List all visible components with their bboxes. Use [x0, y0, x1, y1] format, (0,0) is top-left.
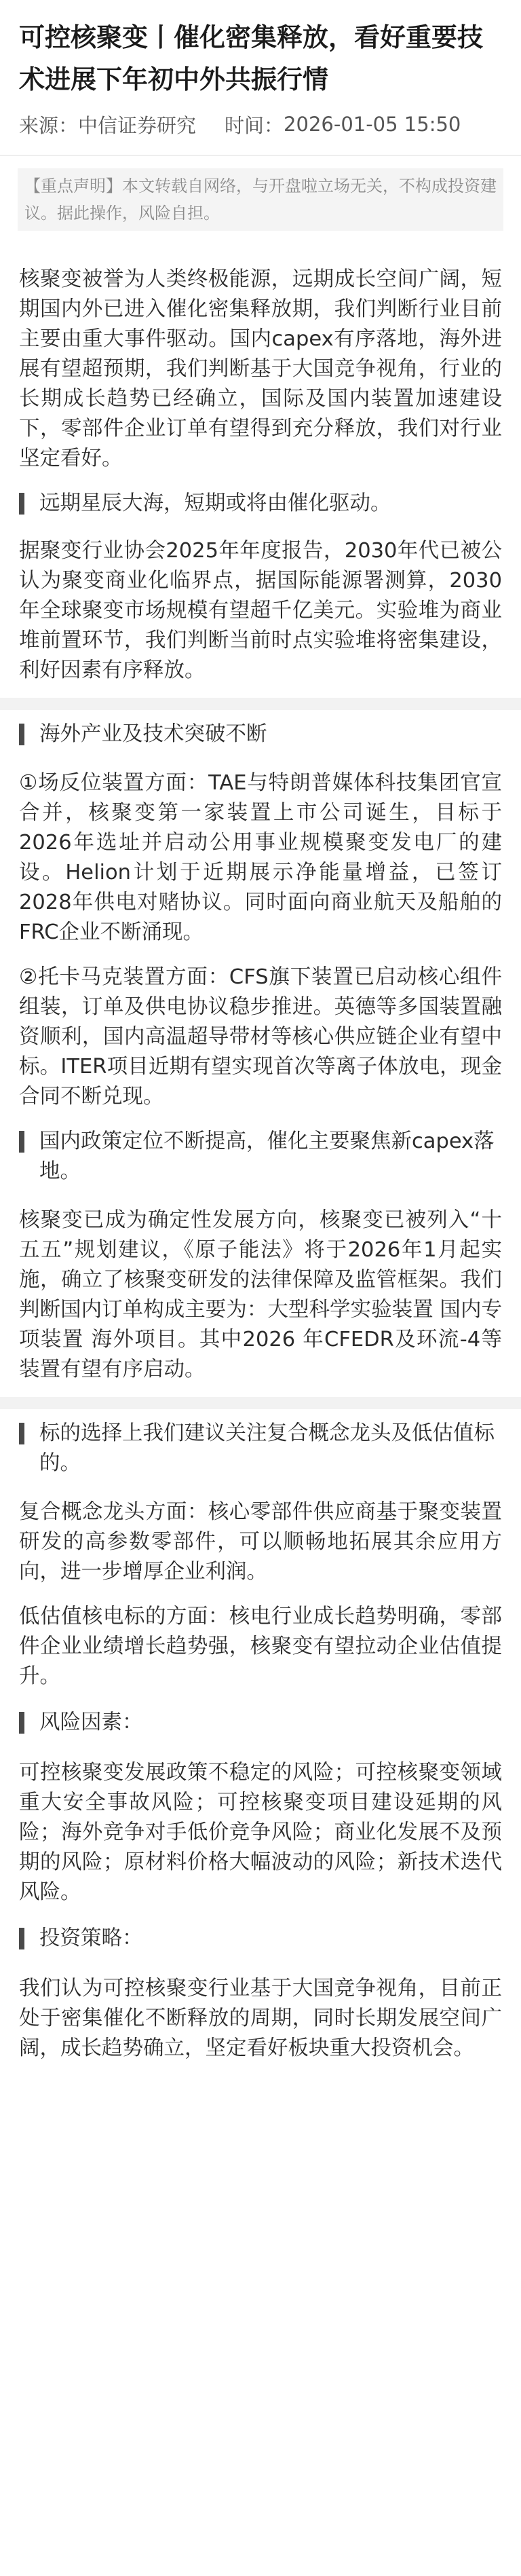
section-heading-text: 远期星辰大海，短期或将由催化驱动。: [39, 491, 391, 515]
heading-marker-bar: [19, 1928, 24, 1949]
meta-divider: [0, 155, 521, 156]
heading-marker-bar: [19, 1423, 24, 1444]
section-heading: [19, 489, 502, 519]
section-heading: [19, 1708, 502, 1738]
section-heading-text: 投资策略：: [39, 1926, 143, 1950]
article-title: 可控核聚变丨催化密集释放，看好重要技术进展下年初中外共振行情: [19, 22, 484, 94]
section-heading-text: 海外产业及技术突破不断: [39, 722, 267, 746]
publish-time: 2026-01-05 15:50: [284, 113, 461, 136]
section-heading: [19, 720, 502, 749]
section-investment-strategy: [0, 1907, 521, 2064]
section-heading-text: 风险因素：: [39, 1711, 143, 1734]
source-name: 中信证券研究: [78, 113, 197, 137]
time-label: 时间：: [225, 113, 284, 137]
section-heading: [19, 1127, 502, 1187]
section-paragraph: ②托卡马克装置方面：CFS旗下装置已启动核心组件组装，订单及供电协议稳步推进。英德等多国装置融资顺利，国内高温超导带材等核心供应链企业有望中标。ITER项目近期有望实现首次等离子体放电，现金合同不断兑现。: [19, 965, 502, 1108]
section-paragraph: 复合概念龙头方面：核心零部件供应商基于聚变装置研发的高参数零部件，可以顺畅地拓展其余应用方向，进一步增厚企业利润。: [19, 1500, 502, 1584]
section-heading-text: 标的选择上我们建议关注复合概念龙头及低估值标的。: [39, 1421, 495, 1475]
heading-marker-bar: [19, 1712, 24, 1734]
section-risk-factors: [0, 1692, 521, 1907]
heading-marker-bar: [19, 493, 24, 515]
disclaimer-notice: 【重点声明】本文转载自网络，与开盘啦立场无关，不构成投资建议。据此操作，风险自担。: [18, 168, 503, 231]
section-heading-text: 国内政策定位不断提高，催化主要聚焦新capex落地。: [39, 1130, 495, 1183]
section-overseas: [0, 710, 521, 1112]
section-paragraph: 核聚变已成为确定性发展方向，核聚变已被列入“十五五”规划建议，《原子能法》将于2026年1月起实施，确立了核聚变研发的法律保障及监管框架。我们判断国内订单构成主要为：大型科学实验装置 国内专项装置 海外项目。其中2026 年CFEDR及环流-4等装置有望有序启动。: [19, 1208, 502, 1381]
intro-section: [0, 231, 521, 474]
section-heading: [19, 1419, 502, 1478]
section-domestic-policy: [0, 1112, 521, 1385]
section-separator: [0, 1397, 521, 1409]
section-heading: [19, 1924, 502, 1954]
section-paragraph: 据聚变行业协会2025年年度报告，2030年代已被公认为聚变商业化临界点，据国际能源署测算，2030年全球聚变市场规模有望超千亿美元。实验堆为商业堆前置环节，我们判断当前时点实验堆将密集建设，利好因素有序释放。: [19, 539, 502, 682]
section-outlook: [0, 474, 521, 686]
section-paragraph: 低估值核电标的方面：核电行业成长趋势明确，零部件企业业绩增长趋势强，核聚变有望拉动企业估值提升。: [19, 1605, 502, 1688]
intro-paragraph: 核聚变被誉为人类终极能源，远期成长空间广阔，短期国内外已进入催化密集释放期，我们判断行业目前主要由重大事件驱动。国内capex有序落地，海外进展有望超预期，我们判断基于大国竞争视角，行业的长期成长趋势已经确立，国际及国内装置加速建设下，零部件企业订单有望得到充分释放，我们对行业坚定看好。: [19, 267, 502, 470]
section-stock-selection: [0, 1409, 521, 1692]
section-separator: [0, 698, 521, 710]
source-label: 来源：: [19, 113, 79, 137]
section-paragraph: 我们认为可控核聚变行业基于大国竞争视角，目前正处于密集催化不断释放的周期，同时长期发展空间广阔，成长趋势确立，坚定看好板块重大投资机会。: [19, 1977, 502, 2060]
article-meta: [0, 100, 521, 148]
section-paragraph: ①场反位装置方面：TAE与特朗普媒体科技集团官宣合并，核聚变第一家装置上市公司诞生，目标于2026年选址并启动公用事业规模聚变发电厂的建设。Helion计划于近期展示净能量增益，已签订2028年供电对赌协议。同时面向商业航天及船舶的FRC企业不断涌现。: [19, 771, 502, 944]
heading-marker-bar: [19, 1131, 24, 1153]
heading-marker-bar: [19, 724, 24, 745]
section-paragraph: 可控核聚变发展政策不稳定的风险；可控核聚变领域重大安全事故风险；可控核聚变项目建设延期的风险；海外竞争对手低价竞争风险；商业化发展不及预期的风险；原材料价格大幅波动的风险；新技术迭代风险。: [19, 1761, 502, 1904]
